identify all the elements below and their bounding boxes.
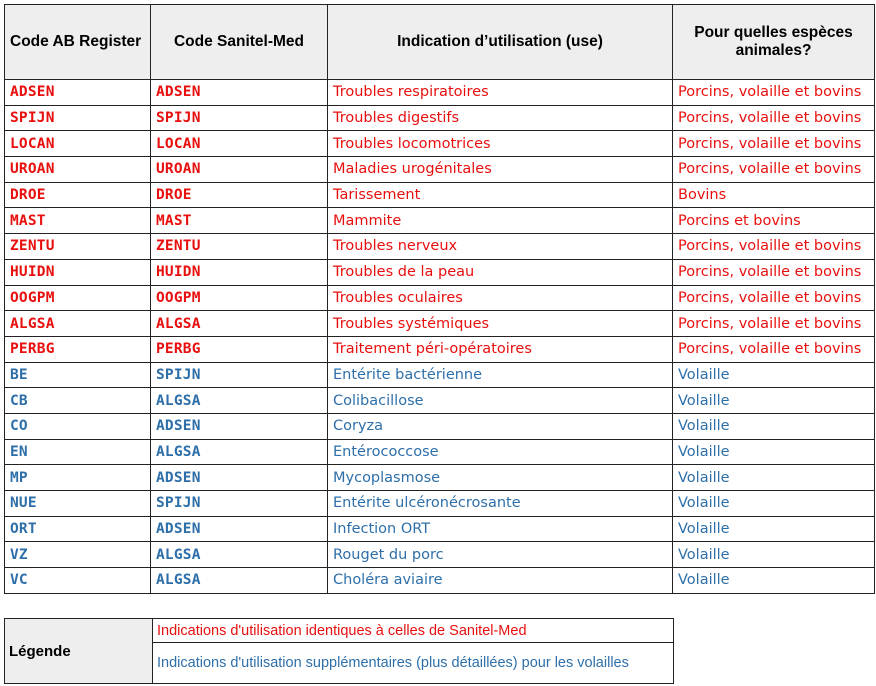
indication-cell: Troubles respiratoires [328, 80, 673, 106]
code-sanitel-cell: DROE [151, 182, 328, 208]
indication-cell: Troubles digestifs [328, 105, 673, 131]
code-sanitel-cell: ADSEN [151, 413, 328, 439]
header-species: Pour quelles espèces animales? [673, 5, 875, 80]
code-sanitel-cell: ADSEN [151, 80, 328, 106]
code-sanitel-cell: PERBG [151, 336, 328, 362]
code-ab-cell: ORT [5, 516, 151, 542]
code-ab-cell: PERBG [5, 336, 151, 362]
code-ab-cell: MP [5, 465, 151, 491]
code-ab-cell: CO [5, 413, 151, 439]
indication-cell: Coryza [328, 413, 673, 439]
header-code-ab-register: Code AB Register [5, 5, 151, 80]
code-ab-cell: SPIJN [5, 105, 151, 131]
code-sanitel-cell: OOGPM [151, 285, 328, 311]
table-row [5, 491, 875, 517]
code-sanitel-cell: MAST [151, 208, 328, 234]
indication-cell: Colibacillose [328, 388, 673, 414]
indication-cell: Troubles de la peau [328, 259, 673, 285]
code-sanitel-cell: ALGSA [151, 439, 328, 465]
indication-cell: Traitement péri-opératoires [328, 336, 673, 362]
code-sanitel-cell: HUIDN [151, 259, 328, 285]
species-cell: Porcins, volaille et bovins [673, 285, 875, 311]
indication-cell: Mycoplasmose [328, 465, 673, 491]
indication-cell: Choléra aviaire [328, 568, 673, 594]
indication-cell: Troubles oculaires [328, 285, 673, 311]
code-ab-cell: HUIDN [5, 259, 151, 285]
species-cell: Volaille [673, 568, 875, 594]
code-ab-cell: ZENTU [5, 234, 151, 260]
species-cell: Porcins, volaille et bovins [673, 157, 875, 183]
indication-cell: Infection ORT [328, 516, 673, 542]
table-row [5, 80, 875, 106]
indication-cell: Mammite [328, 208, 673, 234]
species-cell: Volaille [673, 465, 875, 491]
species-cell: Volaille [673, 439, 875, 465]
code-sanitel-cell: ALGSA [151, 311, 328, 337]
table-row [5, 413, 875, 439]
species-cell: Bovins [673, 182, 875, 208]
indication-cell: Troubles locomotrices [328, 131, 673, 157]
table-row [5, 208, 875, 234]
code-sanitel-cell: SPIJN [151, 105, 328, 131]
code-ab-cell: DROE [5, 182, 151, 208]
indication-cell: Troubles systémiques [328, 311, 673, 337]
table-row [5, 336, 875, 362]
species-cell: Volaille [673, 491, 875, 517]
table-row [5, 285, 875, 311]
code-ab-cell: ALGSA [5, 311, 151, 337]
indication-cell: Entérite ulcéronécrosante [328, 491, 673, 517]
header-code-sanitel-med: Code Sanitel-Med [151, 5, 328, 80]
table-row [5, 182, 875, 208]
code-ab-cell: VZ [5, 542, 151, 568]
indication-cell: Entérococcose [328, 439, 673, 465]
code-ab-cell: ADSEN [5, 80, 151, 106]
indication-cell: Rouget du porc [328, 542, 673, 568]
table-row [5, 311, 875, 337]
legend-red-text: Indications d'utilisation identiques à celles de Sanitel-Med [153, 619, 674, 643]
table-row [5, 388, 875, 414]
code-ab-cell: CB [5, 388, 151, 414]
code-ab-cell: BE [5, 362, 151, 388]
code-ab-cell: VC [5, 568, 151, 594]
code-sanitel-cell: LOCAN [151, 131, 328, 157]
code-ab-cell: LOCAN [5, 131, 151, 157]
legend-label: Légende [5, 619, 153, 684]
table-row [5, 568, 875, 594]
species-cell: Volaille [673, 542, 875, 568]
species-cell: Porcins, volaille et bovins [673, 234, 875, 260]
species-cell: Porcins et bovins [673, 208, 875, 234]
table-row [5, 131, 875, 157]
table-row [5, 234, 875, 260]
species-cell: Porcins, volaille et bovins [673, 336, 875, 362]
code-sanitel-cell: ALGSA [151, 568, 328, 594]
code-sanitel-cell: ZENTU [151, 234, 328, 260]
code-sanitel-cell: ALGSA [151, 388, 328, 414]
code-sanitel-cell: SPIJN [151, 362, 328, 388]
code-ab-cell: UROAN [5, 157, 151, 183]
code-ab-cell: NUE [5, 491, 151, 517]
table-row [5, 542, 875, 568]
indication-cell: Maladies urogénitales [328, 157, 673, 183]
species-cell: Volaille [673, 362, 875, 388]
code-sanitel-cell: SPIJN [151, 491, 328, 517]
species-cell: Porcins, volaille et bovins [673, 80, 875, 106]
code-sanitel-cell: ADSEN [151, 465, 328, 491]
code-ab-cell: OOGPM [5, 285, 151, 311]
table-body [5, 80, 875, 594]
table-row [5, 105, 875, 131]
code-sanitel-cell: UROAN [151, 157, 328, 183]
table-row [5, 259, 875, 285]
species-cell: Volaille [673, 516, 875, 542]
table-row [5, 157, 875, 183]
species-cell: Porcins, volaille et bovins [673, 259, 875, 285]
code-sanitel-cell: ADSEN [151, 516, 328, 542]
table-row [5, 465, 875, 491]
header-row [5, 5, 875, 80]
indications-table [4, 4, 875, 594]
species-cell: Volaille [673, 413, 875, 439]
table-row [5, 362, 875, 388]
species-cell: Porcins, volaille et bovins [673, 105, 875, 131]
indication-cell: Entérite bactérienne [328, 362, 673, 388]
table-row [5, 516, 875, 542]
legend-table [4, 618, 674, 684]
species-cell: Porcins, volaille et bovins [673, 131, 875, 157]
code-ab-cell: MAST [5, 208, 151, 234]
code-sanitel-cell: ALGSA [151, 542, 328, 568]
table-row [5, 439, 875, 465]
indication-cell: Troubles nerveux [328, 234, 673, 260]
header-indication: Indication d’utilisation (use) [328, 5, 673, 80]
indication-cell: Tarissement [328, 182, 673, 208]
code-ab-cell: EN [5, 439, 151, 465]
species-cell: Volaille [673, 388, 875, 414]
species-cell: Porcins, volaille et bovins [673, 311, 875, 337]
legend-blue-text: Indications d'utilisation supplémentaires (plus détaillées) pour les volailles [153, 643, 674, 684]
